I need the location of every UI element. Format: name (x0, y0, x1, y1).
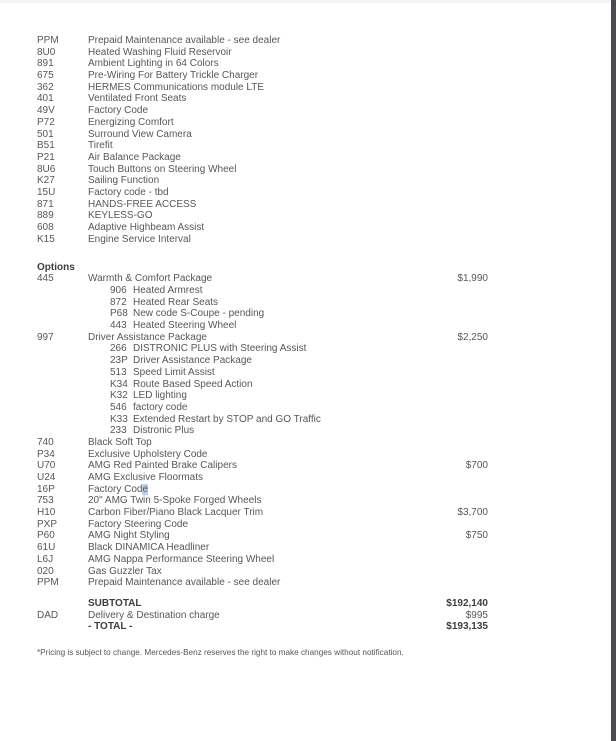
item-description: AMG Red Painted Brake Calipers (88, 460, 237, 472)
option-row (37, 566, 488, 578)
sub-item-description: New code S-Coupe - pending (133, 308, 265, 320)
option-sub-row (37, 425, 488, 437)
totals-row (37, 610, 488, 622)
option-row (37, 484, 488, 496)
item-code: 401 (37, 93, 54, 105)
item-code: 61U (37, 542, 56, 554)
item-code: 997 (37, 331, 54, 343)
standard-item-row (37, 82, 488, 94)
sub-item-code: 546 (110, 401, 127, 413)
totals-label: Delivery & Destination charge (88, 609, 220, 621)
totals-amount: $192,140 (446, 597, 488, 609)
standard-item-row (37, 70, 488, 82)
sub-item-code: 443 (110, 320, 127, 332)
item-description: HERMES Communications module LTE (88, 81, 264, 93)
item-description: Pre-Wiring For Battery Trickle Charger (88, 70, 259, 82)
options-section-title: Options (37, 261, 75, 273)
item-description: Prepaid Maintenance available - see dealer (88, 35, 281, 46)
sub-item-code: 872 (110, 296, 127, 308)
standard-item-row (37, 47, 488, 59)
item-description: AMG Nappa Performance Steering Wheel (88, 553, 275, 565)
option-sub-row (37, 308, 488, 320)
option-sub-row (37, 402, 488, 414)
item-code: 753 (37, 495, 54, 507)
item-code: K15 (37, 233, 55, 245)
options-list (37, 273, 488, 589)
sub-item-code: 513 (110, 366, 127, 378)
item-description: 20" AMG Twin 5-Spoke Forged Wheels (88, 495, 262, 507)
option-row (37, 437, 488, 449)
sub-item-code: K34 (110, 378, 128, 390)
standard-item-row (37, 187, 488, 199)
item-description: Touch Buttons on Steering Wheel (88, 163, 237, 175)
item-code: P72 (37, 116, 55, 128)
option-sub-row (37, 285, 488, 297)
standard-item-row (37, 234, 488, 246)
option-sub-row (37, 379, 488, 391)
item-description: Black Soft Top (88, 436, 152, 448)
totals-amount: $193,135 (446, 621, 488, 633)
item-price: $1,990 (457, 273, 488, 285)
option-sub-row (37, 414, 488, 426)
option-row (37, 472, 488, 484)
item-description: Energizing Comfort (88, 116, 174, 128)
item-code: U24 (37, 472, 56, 484)
item-description: Tirefit (88, 140, 113, 152)
standard-item-row (37, 199, 488, 211)
sub-item-description: Extended Restart by STOP and GO Traffic (133, 413, 321, 425)
totals-label: - TOTAL - (88, 621, 133, 633)
item-code: P21 (37, 151, 55, 163)
option-row (37, 495, 488, 507)
item-description: HANDS-FREE ACCESS (88, 198, 197, 210)
sub-item-description: Heated Armrest (133, 285, 203, 297)
item-code: 608 (37, 222, 54, 233)
option-row (37, 554, 488, 566)
options-price-sheet (37, 35, 488, 658)
pricing-disclaimer: *Pricing is subject to change. Mercedes-Benz reserves the right to make changes without notification. (37, 647, 404, 657)
item-price: $3,700 (457, 507, 488, 519)
item-description: Gas Guzzler Tax (88, 565, 162, 577)
option-sub-row (37, 343, 488, 355)
sub-item-description: DISTRONIC PLUS with Steering Assist (133, 343, 307, 355)
option-row (37, 530, 488, 542)
item-code: PPM (37, 35, 59, 46)
standard-item-row (37, 58, 488, 70)
item-description: Black DINAMICA Headliner (88, 542, 210, 554)
standard-item-row (37, 117, 488, 129)
sub-item-description: Route Based Speed Action (133, 378, 253, 390)
item-code: PXP (37, 518, 58, 530)
item-description: AMG Exclusive Floormats (88, 472, 204, 484)
sub-item-description: Speed Limit Assist (133, 366, 215, 378)
selected-text: e (142, 483, 149, 495)
option-row (37, 460, 488, 472)
item-description: Surround View Camera (88, 128, 192, 140)
item-description: Exclusive Upholstery Code (88, 448, 208, 460)
standard-item-row (37, 210, 488, 222)
item-description: Prepaid Maintenance available - see dealer (88, 577, 281, 589)
standard-item-row (37, 105, 488, 117)
item-description: Adaptive Highbeam Assist (88, 222, 205, 233)
option-row (37, 519, 488, 531)
option-row (37, 542, 488, 554)
option-row (37, 273, 488, 285)
item-description: Ventilated Front Seats (88, 93, 187, 105)
option-sub-row (37, 355, 488, 367)
standard-item-row (37, 93, 488, 105)
item-description: Ambient Lighting in 64 Colors (88, 58, 219, 70)
item-code: H10 (37, 507, 56, 519)
item-code: 49V (37, 105, 55, 117)
sub-item-description: Heated Rear Seats (133, 296, 219, 308)
item-code: 871 (37, 198, 54, 210)
standard-item-row (37, 129, 488, 141)
item-code: PPM (37, 577, 59, 589)
option-sub-row (37, 297, 488, 309)
option-row (37, 449, 488, 461)
option-sub-row (37, 367, 488, 379)
item-description: Factory Steering Code (88, 518, 189, 530)
sub-item-code: P68 (110, 308, 128, 320)
item-code: 675 (37, 70, 54, 82)
sub-item-code: K32 (110, 390, 128, 402)
option-row (37, 332, 488, 344)
item-description: Factory Code (88, 483, 149, 495)
item-price: $750 (465, 530, 488, 542)
window-top-edge (0, 0, 616, 3)
item-code: 891 (37, 58, 54, 70)
item-code: 889 (37, 210, 54, 222)
sub-item-description: LED lighting (133, 390, 187, 402)
item-description: Heated Washing Fluid Reservoir (88, 46, 232, 58)
item-code: 15U (37, 186, 56, 198)
item-code: 501 (37, 128, 54, 140)
item-description: KEYLESS-GO (88, 210, 153, 222)
sub-item-description: Heated Steering Wheel (133, 320, 237, 332)
item-description: Engine Service Interval (88, 233, 191, 245)
item-description: Carbon Fiber/Piano Black Lacquer Trim (88, 507, 264, 519)
item-description: Warmth & Comfort Package (88, 273, 213, 285)
sub-item-code: 266 (110, 343, 127, 355)
sub-item-code: K33 (110, 413, 128, 425)
item-code: 16P (37, 483, 55, 495)
sub-item-description: Distronic Plus (133, 425, 195, 437)
item-price: $700 (465, 460, 488, 472)
sub-item-code: 233 (110, 425, 127, 437)
totals-row (37, 621, 488, 633)
item-code: 362 (37, 81, 54, 93)
options-section-header-row (37, 262, 488, 274)
item-description: AMG Night Styling (88, 530, 170, 542)
option-row (37, 577, 488, 589)
item-code: 445 (37, 273, 54, 285)
item-description: Sailing Function (88, 175, 160, 187)
sub-item-code: 906 (110, 285, 127, 297)
section-gap (37, 245, 488, 261)
item-code: 8U0 (37, 46, 56, 58)
scrollbar-track[interactable] (611, 0, 616, 741)
totals-label: SUBTOTAL (88, 597, 142, 609)
standard-item-row (37, 152, 488, 164)
sub-item-description: factory code (133, 401, 188, 413)
standard-equipment-list (37, 35, 488, 245)
standard-item-row (37, 35, 488, 47)
totals-code: DAD (37, 609, 59, 621)
standard-item-row (37, 222, 488, 234)
totals-row (37, 598, 488, 610)
item-description: Factory Code (88, 105, 149, 117)
item-code: 020 (37, 565, 54, 577)
standard-item-row (37, 175, 488, 187)
standard-item-row (37, 140, 488, 152)
totals-section (37, 598, 488, 633)
item-code: U70 (37, 460, 56, 472)
item-code: P34 (37, 448, 55, 460)
item-code: B51 (37, 140, 55, 152)
sub-item-description: Driver Assistance Package (133, 355, 252, 367)
item-code: 8U6 (37, 163, 56, 175)
standard-item-row (37, 164, 488, 176)
sub-item-code: 23P (110, 355, 128, 367)
item-code: P60 (37, 530, 55, 542)
option-sub-row (37, 390, 488, 402)
option-sub-row (37, 320, 488, 332)
item-description: Driver Assistance Package (88, 331, 207, 343)
item-code: 740 (37, 436, 54, 448)
item-price: $2,250 (457, 331, 488, 343)
item-code: L6J (37, 553, 54, 565)
item-description: Air Balance Package (88, 151, 181, 163)
section-gap (37, 589, 488, 598)
totals-amount: $995 (465, 609, 488, 621)
option-row (37, 507, 488, 519)
item-description: Factory code - tbd (88, 186, 169, 198)
item-code: K27 (37, 175, 55, 187)
